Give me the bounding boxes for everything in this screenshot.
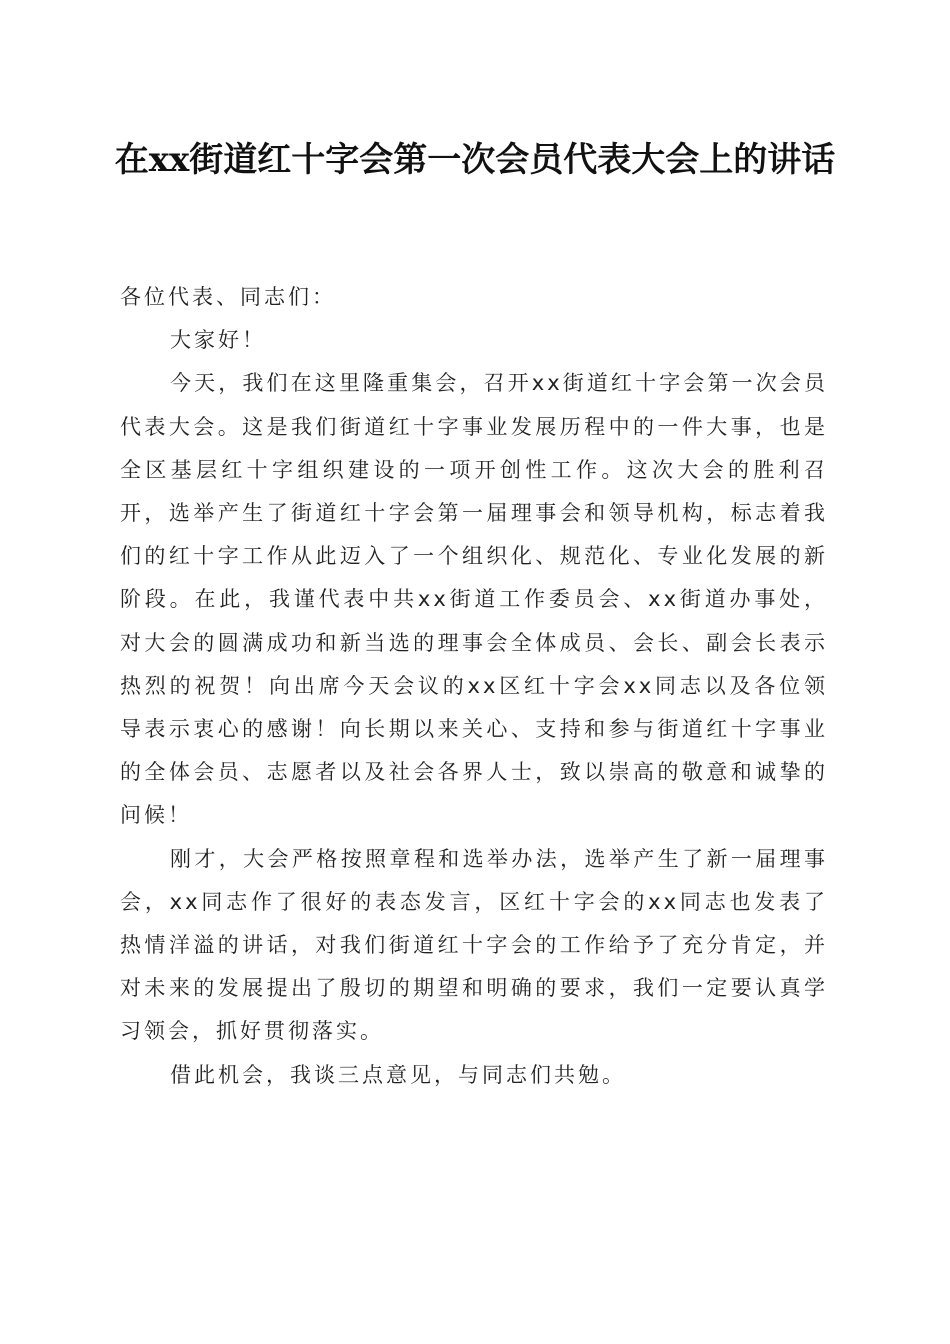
document-title: 在xx街道红十字会第一次会员代表大会上的讲话 (114, 140, 836, 180)
document-body (120, 276, 828, 1097)
paragraph-transition: 借此机会，我谈三点意见，与同志们共勉。 (170, 1062, 626, 1087)
paragraph-election: 刚才，大会严格按照章程和选举办法，选举产生了新一届理事会，xx同志作了很好的表态发言，区红十字会的xx同志也发表了热情洋溢的讲话，对我们街道红十字会的工作给予了充分肯定，并对未来的发展提出了殷切的期望和明确的要求，我们一定要认真学习领会，抓好贯彻落实。 (120, 846, 828, 1044)
salutation: 各位代表、同志们： (120, 285, 336, 309)
paragraph-opening: 今天，我们在这里隆重集会，召开xx街道红十字会第一次会员代表大会。这是我们街道红十字事业发展历程中的一件大事，也是全区基层红十字组织建设的一项开创性工作。这次大会的胜利召开，选举产生了街道红十字会第一届理事会和领导机构，标志着我们的红十字工作从此迈入了一个组织化、规范化、专业化发展的新阶段。在此，我谨代表中共xx街道工作委员会、xx街道办事处，对大会的圆满成功和新当选的理事会全体成员、会长、副会长表示热烈的祝贺！向出席今天会议的xx区红十字会xx同志以及各位领导表示衷心的感谢！向长期以来关心、支持和参与街道红十字事业的全体会员、志愿者以及社会各界人士，致以崇高的敬意和诚挚的问候！ (120, 371, 828, 828)
paragraph-greeting: 大家好！ (170, 328, 266, 353)
